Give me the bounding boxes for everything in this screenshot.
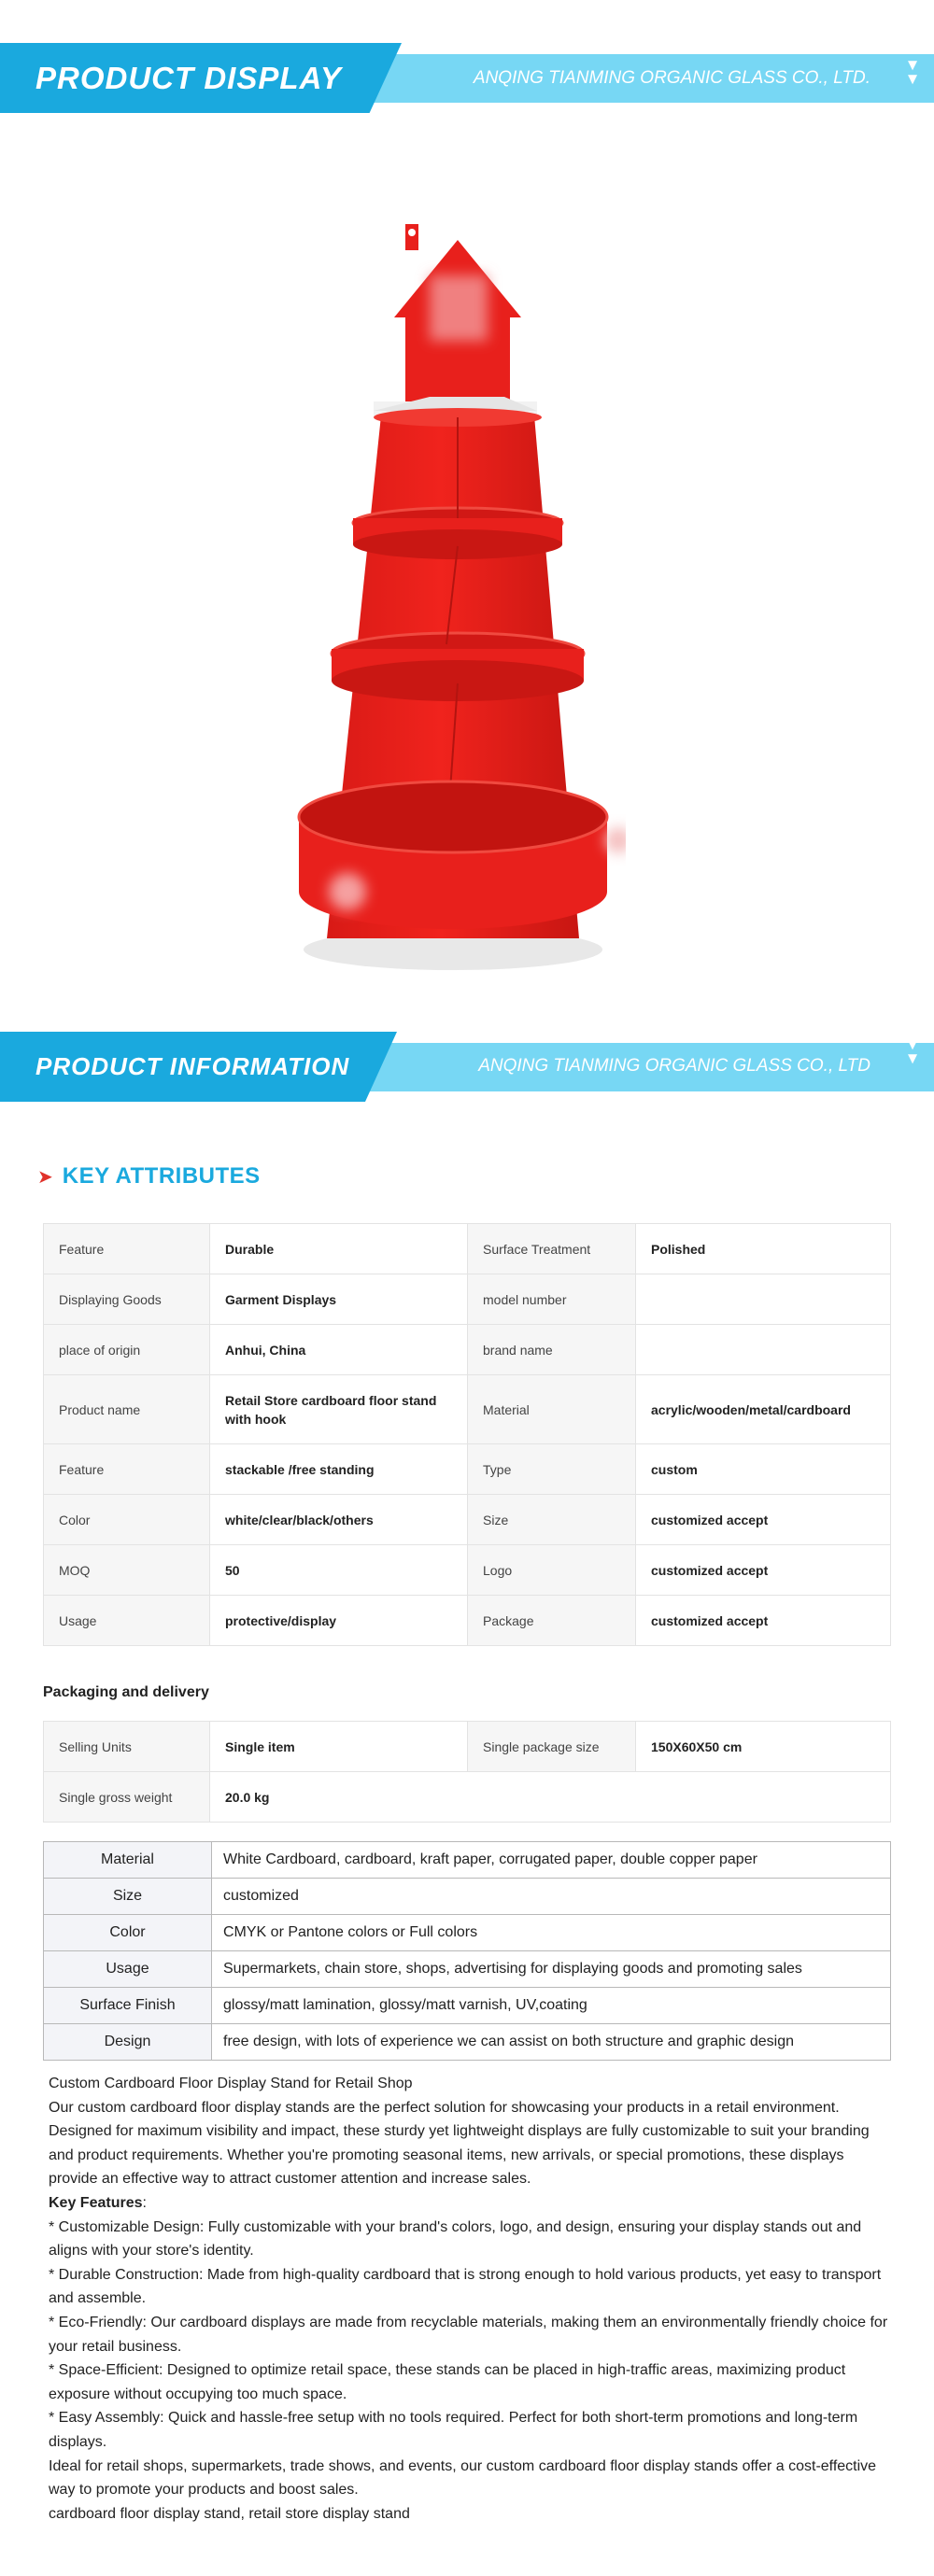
- attr-value: Single item: [210, 1722, 468, 1772]
- spec-table: [43, 1841, 891, 2061]
- table-row: [44, 1545, 891, 1596]
- attr-label: Feature: [44, 1224, 210, 1274]
- description-closing: Ideal for retail shops, supermarkets, trade shows, and events, our custom cardboard floor display stands offer a cost-effective way to promote your products and boost sales.: [49, 2457, 877, 2499]
- attr-value: custom: [636, 1444, 891, 1495]
- attr-value: [636, 1274, 891, 1325]
- attr-label: Product name: [44, 1375, 210, 1444]
- key-attributes-heading: [37, 1161, 261, 1191]
- attr-value: customized accept: [636, 1596, 891, 1646]
- attr-value: customized accept: [636, 1495, 891, 1545]
- table-row: [44, 1842, 891, 1879]
- attr-value: 150X60X50 cm: [636, 1722, 891, 1772]
- attr-label: brand name: [468, 1325, 636, 1375]
- banner-title: PRODUCT DISPLAY: [35, 61, 342, 95]
- feature-item: * Space-Efficient: Designed to optimize retail space, these stands can be placed in high-traffic areas, maximizing product exposure without occupying too much space.: [49, 2362, 846, 2402]
- table-row: [44, 1444, 891, 1495]
- packaging-table: [43, 1721, 891, 1823]
- attr-label: MOQ: [44, 1545, 210, 1596]
- attr-value: white/clear/black/others: [210, 1495, 468, 1545]
- table-row: [44, 1274, 891, 1325]
- spec-value: customized: [212, 1879, 891, 1915]
- spec-value: White Cardboard, cardboard, kraft paper, corrugated paper, double copper paper: [212, 1842, 891, 1879]
- table-row: [44, 1879, 891, 1915]
- spec-label: Size: [44, 1879, 212, 1915]
- table-row: [44, 1951, 891, 1988]
- table-row: [44, 1596, 891, 1646]
- attr-label: place of origin: [44, 1325, 210, 1375]
- attr-value: Retail Store cardboard floor stand with hook: [210, 1375, 468, 1444]
- attr-label: Type: [468, 1444, 636, 1495]
- feature-item: * Easy Assembly: Quick and hassle-free setup with no tools required. Perfect for both short-term promotions and long-term displays.: [49, 2410, 858, 2450]
- attr-label: Surface Treatment: [468, 1224, 636, 1274]
- spec-value: free design, with lots of experience we can assist on both structure and graphic design: [212, 2024, 891, 2061]
- table-row: [44, 1224, 891, 1274]
- attr-label: Color: [44, 1495, 210, 1545]
- table-row: [44, 2024, 891, 2061]
- product-information-banner: [0, 1032, 934, 1102]
- attr-label: Selling Units: [44, 1722, 210, 1772]
- attr-value: customized accept: [636, 1545, 891, 1596]
- description-tags: cardboard floor display stand, retail store display stand: [49, 2505, 410, 2522]
- feature-item: * Customizable Design: Fully customizable with your brand's colors, logo, and design, ensuring your display stands out and aligns with your store's identity.: [49, 2218, 862, 2259]
- red-arrow-icon: ➤: [37, 1166, 53, 1188]
- product-image: [290, 219, 626, 976]
- banner-company: ANQING TIANMING ORGANIC GLASS CO., LTD.: [473, 68, 870, 88]
- attr-value: Durable: [210, 1224, 468, 1274]
- features-colon: :: [142, 2194, 147, 2211]
- key-attributes-title: KEY ATTRIBUTES: [62, 1163, 261, 1189]
- attr-value: protective/display: [210, 1596, 468, 1646]
- table-row: [44, 1722, 891, 1772]
- packaging-heading: Packaging and delivery: [43, 1684, 209, 1700]
- features-heading: [49, 2191, 889, 2216]
- table-row: [44, 1915, 891, 1951]
- banner-company: ANQING TIANMING ORGANIC GLASS CO., LTD: [478, 1056, 870, 1076]
- attr-value: acrylic/wooden/metal/cardboard: [636, 1375, 891, 1444]
- attr-label: Size: [468, 1495, 636, 1545]
- key-attributes-table: [43, 1223, 891, 1646]
- spec-value: glossy/matt lamination, glossy/matt varnish, UV,coating: [212, 1988, 891, 2024]
- double-chevron-down-icon: ▼ ▼: [904, 56, 921, 88]
- attr-value: Anhui, China: [210, 1325, 468, 1375]
- attr-value: 20.0 kg: [210, 1772, 891, 1823]
- attr-label: Usage: [44, 1596, 210, 1646]
- spec-label: Surface Finish: [44, 1988, 212, 2024]
- table-row: [44, 1375, 891, 1444]
- attr-value: Garment Displays: [210, 1274, 468, 1325]
- attr-label: model number: [468, 1274, 636, 1325]
- features-label: Key Features: [49, 2194, 143, 2211]
- attr-value: stackable /free standing: [210, 1444, 468, 1495]
- attr-value: 50: [210, 1545, 468, 1596]
- attr-label: Package: [468, 1596, 636, 1646]
- table-row: [44, 1772, 891, 1823]
- attr-label: Single gross weight: [44, 1772, 210, 1823]
- banner-title: PRODUCT INFORMATION: [35, 1052, 350, 1080]
- table-row: [44, 1325, 891, 1375]
- spec-value: CMYK or Pantone colors or Full colors: [212, 1915, 891, 1951]
- spec-label: Design: [44, 2024, 212, 2061]
- product-display-banner: [0, 43, 934, 113]
- attr-label: Feature: [44, 1444, 210, 1495]
- description-title: Custom Cardboard Floor Display Stand for Retail Shop: [49, 2076, 413, 2091]
- feature-item: * Durable Construction: Made from high-quality cardboard that is strong enough to hold various products, yet easy to transport and assemble.: [49, 2266, 882, 2307]
- attr-label: Material: [468, 1375, 636, 1444]
- double-chevron-down-icon: ▼ ▼: [904, 1035, 921, 1067]
- spec-label: Material: [44, 1842, 212, 1879]
- feature-item: * Eco-Friendly: Our cardboard displays are made from recyclable materials, making them an environmentally friendly choice for your retail business.: [49, 2314, 888, 2355]
- attr-value: [636, 1325, 891, 1375]
- house-topper: [394, 224, 521, 411]
- table-row: [44, 1495, 891, 1545]
- description-intro: Our custom cardboard floor display stands are the perfect solution for showcasing your products in a retail environment. Designed for maximum visibility and impact, these sturdy yet lightweight displays are fully customizable to suit your branding and product requirements. Whether you're promoting seasonal items, new arrivals, or special promotions, these displays provide an effective way to attract customer attention and increase sales.: [49, 2099, 870, 2188]
- product-description: [49, 2072, 889, 2526]
- attr-label: Single package size: [468, 1722, 636, 1772]
- attr-label: Logo: [468, 1545, 636, 1596]
- spec-label: Usage: [44, 1951, 212, 1988]
- table-row: [44, 1988, 891, 2024]
- spec-value: Supermarkets, chain store, shops, advertising for displaying goods and promoting sales: [212, 1951, 891, 1988]
- attr-label: Displaying Goods: [44, 1274, 210, 1325]
- spec-label: Color: [44, 1915, 212, 1951]
- attr-value: Polished: [636, 1224, 891, 1274]
